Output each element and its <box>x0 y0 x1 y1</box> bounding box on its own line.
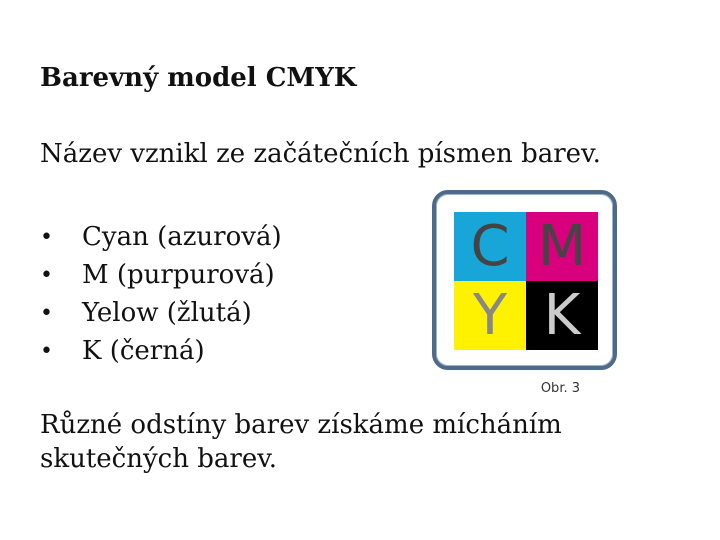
bullet-dot: • <box>40 224 53 250</box>
list-item-text: M (purpurová) <box>82 260 275 290</box>
list-item-text: Cyan (azurová) <box>82 222 282 252</box>
list-item <box>40 294 282 332</box>
list-item <box>40 332 282 370</box>
cmyk-grid <box>454 212 598 350</box>
list-item <box>40 256 282 294</box>
list-item <box>40 218 282 256</box>
list-item-text: K (černá) <box>82 336 205 366</box>
cmyk-cell-magenta: M <box>526 212 598 281</box>
cmyk-figure <box>432 190 617 370</box>
closing-line: skutečných barev. <box>40 444 278 474</box>
closing-text <box>40 408 562 476</box>
list-item-text: Yelow (žlutá) <box>82 298 252 328</box>
bullet-dot: • <box>40 300 53 326</box>
bullet-dot: • <box>40 262 53 288</box>
cmyk-cell-yellow: Y <box>454 281 526 350</box>
slide-subtitle: Název vznikl ze začátečních písmen barev. <box>40 139 601 169</box>
closing-line: Různé odstíny barev získáme mícháním <box>40 410 562 440</box>
slide-title: Barevný model CMYK <box>40 63 357 93</box>
cmyk-cell-black: K <box>526 281 598 350</box>
bullet-list <box>40 218 282 370</box>
figure-caption: Obr. 3 <box>540 381 580 396</box>
bullet-dot: • <box>40 338 53 364</box>
cmyk-cell-cyan: C <box>454 212 526 281</box>
